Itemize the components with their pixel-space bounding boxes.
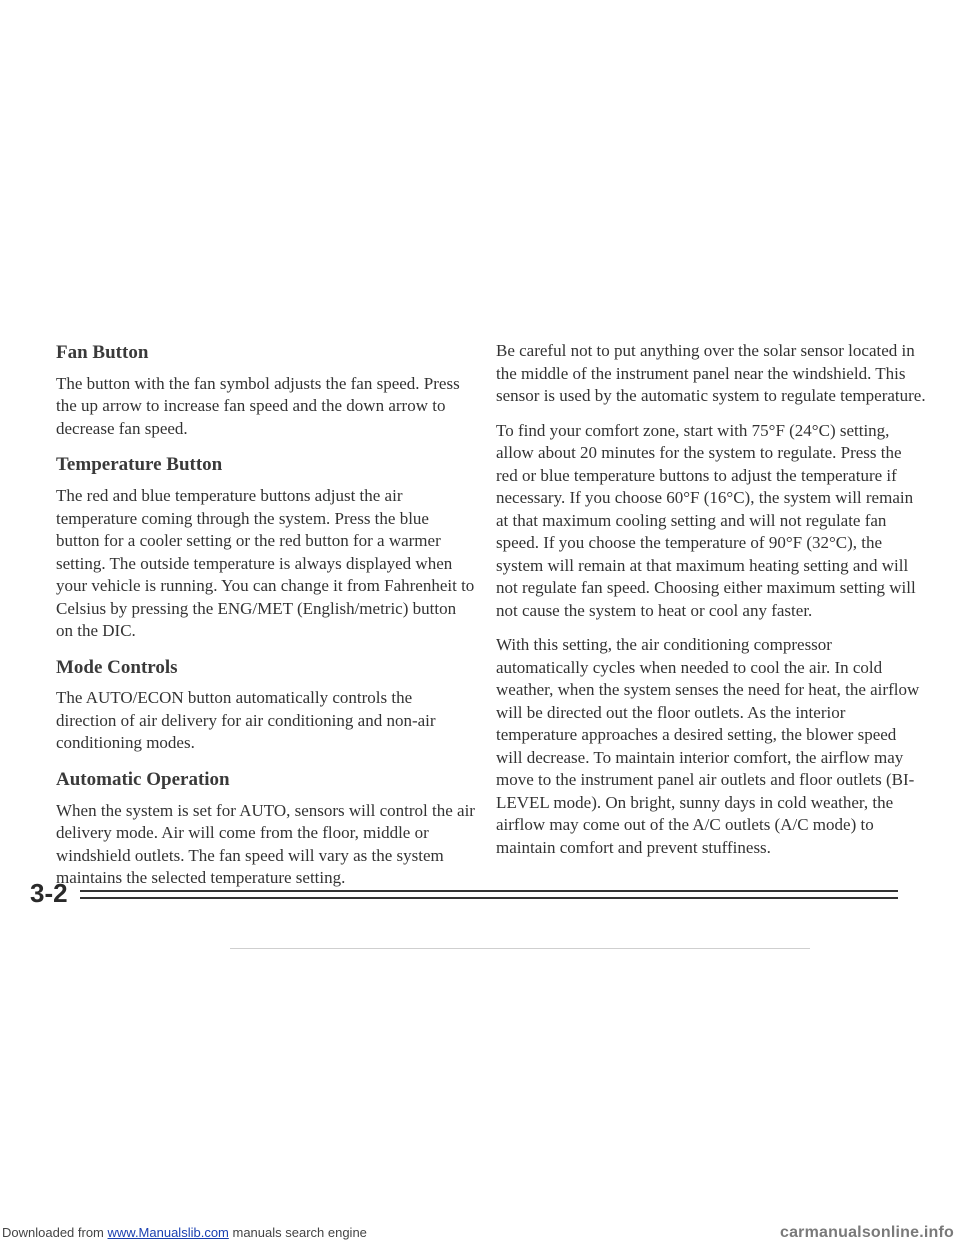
section-heading-mode-controls: Mode Controls bbox=[56, 656, 178, 678]
banner-prefix: Downloaded from bbox=[2, 1225, 108, 1240]
paragraph-solar-sensor: Be careful not to put anything over the solar sensor located in the middle of the instrument panel near the windshield. This sensor is used by the automatic system to regulate temperature. bbox=[496, 341, 926, 405]
scan-artifact-line bbox=[230, 948, 810, 949]
banner-suffix: manuals search engine bbox=[228, 1225, 367, 1240]
section-body-automatic-operation: When the system is set for AUTO, sensors will control the air delivery mode. Air will come from the floor, middle or windshield outlets. The fan speed will vary as the system maintains the selected temperature setting. bbox=[56, 800, 475, 888]
paragraph-comfort-zone: To find your comfort zone, start with 75°F (24°C) setting, allow about 20 minutes for the system to regulate. Press the red or blue temperature buttons to adjust the temperature if necessary. If you choose 60°F (16°C), the system will remain at that maximum cooling setting and will not regulate fan speed. If you choose the temperature of 90°F (32°C), the system will remain at that maximum heating setting and will not regulate fan speed. Choosing either maximum setting will not cause the system to heat or cool any faster. bbox=[496, 420, 916, 620]
section-body-temperature-button: The red and blue temperature buttons adjust the air temperature coming through the system. Press the blue button for a cooler setting or the red button for a warmer setting. The outside temperature is always displayed when your vehicle is running. You can change it from Fahrenheit to Celsius by pressing the ENG/MET (English/metric) button on the DIC. bbox=[56, 486, 475, 641]
paragraph-compressor: With this setting, the air conditioning compressor automatically cycles when needed to cool the air. In cold weather, when the system senses the need for heat, the airflow will be directed out the floor outlets. As the interior temperature approaches a desired setting, the blower speed will decrease. To maintain interior comfort, the airflow may move to the instrument panel air outlets and floor outlets (BI-LEVEL mode). On bright, sunny days in cold weather, the airflow may come out of the A/C outlets (A/C mode) to maintain comfort and prevent stuffiness. bbox=[496, 635, 920, 857]
section-heading-fan-button: Fan Button bbox=[56, 342, 149, 363]
section-heading-automatic-operation: Automatic Operation bbox=[56, 768, 230, 790]
section-body-fan-button: The button with the fan symbol adjusts the fan speed. Press the up arrow to increase fan speed and the down arrow to decrease fan speed. bbox=[56, 373, 460, 438]
right-column bbox=[496, 340, 926, 871]
section-heading-temperature-button: Temperature Button bbox=[56, 454, 223, 476]
footer-rule-bottom bbox=[80, 897, 898, 899]
left-column bbox=[56, 340, 476, 904]
footer-rule-top bbox=[80, 890, 898, 892]
manualslib-link[interactable]: www.Manualslib.com bbox=[107, 1225, 229, 1240]
watermark-text: carmanualsonline.info bbox=[779, 1224, 954, 1241]
download-banner bbox=[0, 1223, 960, 1242]
banner-text bbox=[2, 1223, 367, 1242]
section-body-mode-controls: The AUTO/ECON button automatically controls the direction of air delivery for air conditioning and non-air conditioning modes. bbox=[56, 688, 436, 753]
page-number: 3-2 bbox=[30, 878, 68, 908]
